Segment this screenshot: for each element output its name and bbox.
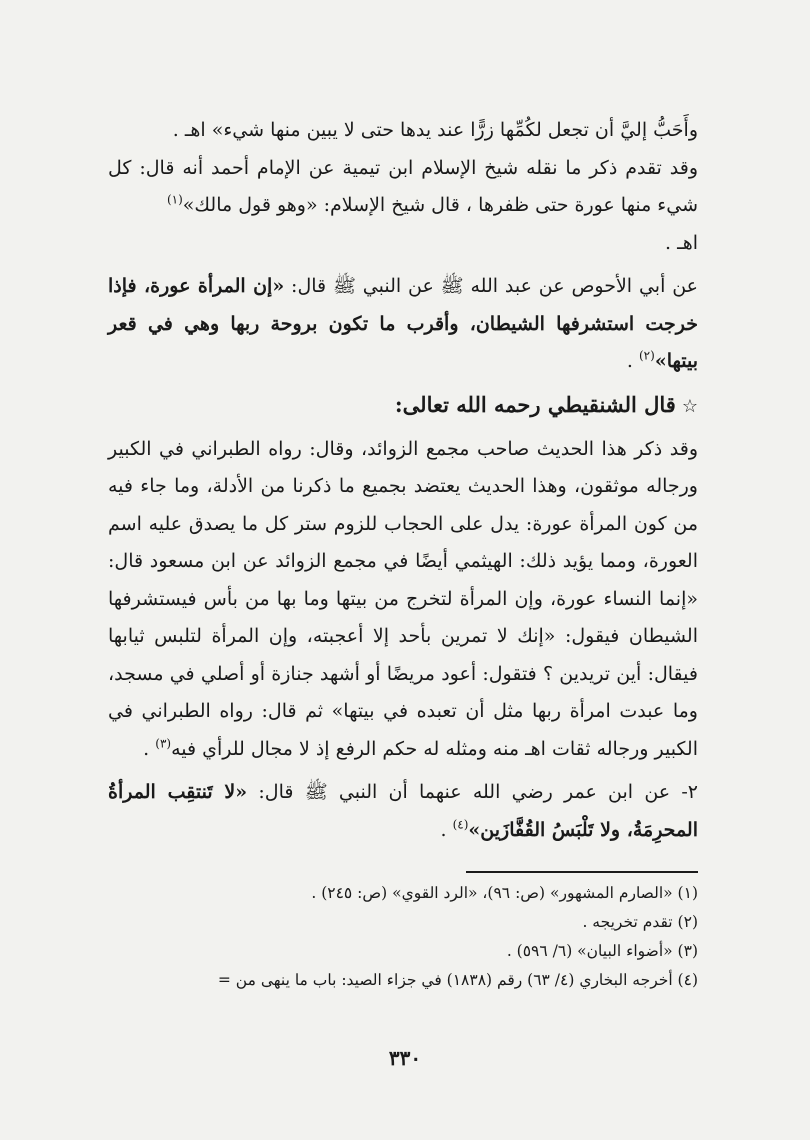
footnote-ref-4: (٤) — [452, 817, 469, 832]
second-hadith-paragraph — [108, 774, 698, 849]
hadith-text: «إن المرأة عورة، فإذا خرجت استشرفها الشيطان، وأقرب ما تكون بروحة ربها وهي في قعر بيتها» — [108, 275, 698, 372]
second-intro: ٢- عن ابن عمر رضي الله عنهما أن النبي ﷺ قال: — [247, 781, 698, 803]
footnote-divider-wrap — [108, 849, 698, 873]
paragraph-2-text: وقد تقدم ذكر ما نقله شيخ الإسلام ابن تيمية عن الإمام أحمد أنه قال: كل شيء منها عورة حتى ظفرها ، قال شيخ الإسلام: «وهو قول مالك» — [108, 156, 698, 216]
footnote-ref-1: (١) — [166, 192, 183, 207]
body-paragraph — [108, 431, 698, 769]
second-hadith-text: «لا تَنتقِب المرأةُ المحرِمَةُ، ولا تَلْبَسُ القُفَّازَين» — [108, 781, 698, 841]
footnote-1: (١) «الصارم المشهور» (ص: ٩٦)، «الرد القوي» (ص: ٢٤٥) . — [311, 884, 698, 902]
footnote-divider — [466, 871, 698, 873]
page-body — [108, 112, 698, 995]
footnote-3: (٣) «أضواء البيان» (٦/ ٥٩٦) . — [506, 942, 698, 960]
body-end: . — [143, 737, 156, 760]
second-end: . — [440, 818, 453, 841]
paragraph-2-end: اهـ . — [665, 231, 698, 254]
footnote-ref-3: (٣) — [155, 736, 172, 751]
section-heading — [108, 385, 698, 427]
paragraph-2 — [108, 150, 698, 263]
footnote-ref-2: (٢) — [638, 348, 655, 363]
footnote-2: (٢) تقدم تخريجه . — [582, 913, 698, 931]
hadith-end: . — [626, 350, 639, 372]
body-text: وقد ذكر هذا الحديث صاحب مجمع الزوائد، وقال: رواه الطبراني في الكبير ورجاله موثقون، وهذا الحديث يعتضد بجميع ما ذكرنا من الأدلة، وما جاء فيه من كون المرأة عورة: يدل على الحجاب للزوم ستر كل ما يصدق عليه اسم العورة، ومما يؤيد ذلك: الهيثمي أيضًا في مجمع الزوائد عن ابن مسعود قال: «إنما النساء عورة، وإن المرأة لتخرج من بيتها وما بها من بأس فيستشرفها الشيطان فيقول: «إنك لا تمرين بأحد إلا أعجبته، وإن المرأة لتلبس ثيابها فيقال: أين تريدين ؟ فتقول: أعود مريضًا أو أشهد جنازة أو أصلي في مسجد، وما عبدت امرأة ربها مثل أن تعبده في بيتها» ثم قال: رواه الطبراني في الكبير ورجاله ثقات اهـ منه ومثله له حكم الرفع إذ لا مجال للرأي فيه — [108, 437, 698, 760]
hadith-paragraph — [108, 268, 698, 381]
paragraph-1: وأَحَبُّ إليَّ أن تجعل لكُمِّها زرًّا عند يدها حتى لا يبين منها شيء» اهـ . — [172, 119, 698, 141]
hadith-intro: عن أبي الأحوص عن عبد الله ﷺ عن النبي ﷺ قال: — [284, 275, 699, 297]
page-number: ٣٣٠ — [388, 1046, 422, 1070]
star-icon: ☆ — [681, 395, 698, 417]
footnotes — [108, 879, 698, 995]
section-heading-text: قال الشنقيطي رحمه الله تعالى: — [394, 391, 676, 417]
footnote-4: (٤) أخرجه البخاري (٤/ ٦٣) رقم (١٨٣٨) في جزاء الصيد: باب ما ينهى من = — [217, 971, 698, 989]
